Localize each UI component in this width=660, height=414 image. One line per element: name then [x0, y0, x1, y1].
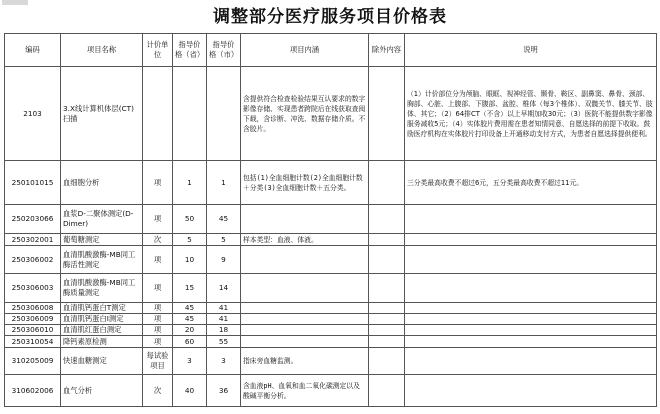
cell-exclusions [369, 325, 405, 336]
table-row [5, 325, 657, 336]
header-content: 项目内涵 [241, 34, 369, 67]
cell-exclusions [369, 246, 405, 274]
page-title: 调整部分医疗服务项目价格表 [213, 7, 447, 27]
cell-price-city: 41 [207, 303, 241, 314]
cell-unit: 项 [143, 274, 173, 303]
cell-code: 250306010 [5, 325, 61, 336]
cell-unit: 项 [143, 161, 173, 205]
cell-unit: 项 [143, 246, 173, 274]
cell-price-city: 3 [207, 348, 241, 375]
table-row [5, 246, 657, 274]
cell-code: 2103 [5, 67, 61, 161]
header-price-city: 指导价格（市） [207, 34, 241, 67]
cell-content [241, 205, 369, 234]
cell-content [241, 303, 369, 314]
top-edge-mark [2, 0, 28, 5]
cell-content: 含血液pH、血氧和血二氧化碳测定以及酸碱平衡分析。 [241, 375, 369, 407]
cell-price-city: 18 [207, 325, 241, 336]
cell-exclusions [369, 234, 405, 246]
cell-price-province: 15 [173, 274, 207, 303]
cell-name: 快速血糖测定 [61, 348, 143, 375]
cell-notes [405, 325, 657, 336]
cell-price-city: 5 [207, 234, 241, 246]
cell-price-province [173, 67, 207, 161]
table-row [5, 336, 657, 348]
cell-exclusions [369, 274, 405, 303]
cell-price-city: 45 [207, 205, 241, 234]
cell-price-province: 20 [173, 325, 207, 336]
cell-name: 血清肌酸激酶-MB同工酶质量测定 [61, 274, 143, 303]
cell-code: 310602006 [5, 375, 61, 407]
table-row [5, 205, 657, 234]
cell-code: 250101015 [5, 161, 61, 205]
cell-unit: 项 [143, 325, 173, 336]
cell-notes [405, 336, 657, 348]
price-table [4, 33, 657, 407]
table-row [5, 314, 657, 325]
cell-notes [405, 348, 657, 375]
cell-notes [405, 234, 657, 246]
cell-unit: 项 [143, 205, 173, 234]
cell-code: 250302001 [5, 234, 61, 246]
cell-code: 250306009 [5, 314, 61, 325]
cell-exclusions [369, 205, 405, 234]
table-row [5, 303, 657, 314]
cell-code: 250306002 [5, 246, 61, 274]
cell-exclusions [369, 348, 405, 375]
cell-name: 血气分析 [61, 375, 143, 407]
table-row [5, 67, 657, 161]
header-unit: 计价单位 [143, 34, 173, 67]
cell-price-province: 50 [173, 205, 207, 234]
cell-name: 血细胞分析 [61, 161, 143, 205]
cell-unit: 项 [143, 336, 173, 348]
cell-unit: 项 [143, 314, 173, 325]
cell-price-province: 5 [173, 234, 207, 246]
cell-code: 250203066 [5, 205, 61, 234]
cell-content [241, 314, 369, 325]
cell-code: 250310054 [5, 336, 61, 348]
cell-name: 血清肌钙蛋白Ⅰ测定 [61, 314, 143, 325]
cell-exclusions [369, 336, 405, 348]
cell-content [241, 325, 369, 336]
header-exclusions: 除外内容 [369, 34, 405, 67]
cell-price-city: 14 [207, 274, 241, 303]
table-row [5, 348, 657, 375]
table-row [5, 161, 657, 205]
cell-price-province: 60 [173, 336, 207, 348]
cell-price-province: 40 [173, 375, 207, 407]
cell-unit: 次 [143, 375, 173, 407]
cell-name: 葡萄糖测定 [61, 234, 143, 246]
cell-price-city: 1 [207, 161, 241, 205]
cell-exclusions [369, 161, 405, 205]
cell-notes [405, 205, 657, 234]
cell-price-city: 9 [207, 246, 241, 274]
cell-notes: 三分类最高收费不超过6元，五分类最高收费不超过11元。 [405, 161, 657, 205]
header-notes: 说明 [405, 34, 657, 67]
cell-unit: 每试验项目 [143, 348, 173, 375]
cell-notes: （1）计价部位分为颅脑、眼眶、视神经管、颞骨、鞍区、副鼻窦、鼻骨、颈部、胸部、心脏、上腹部、下腹部、盆腔、椎体（每3个椎体）、双髋关节、膝关节、肢体、其它；（2）64排CT（不含）以上早期加收30元；（3）医院不能提供数字影像服务减收5元；（4）实体胶片费用需在患者知情同意、自愿选择的前提下收取。鼓励医疗机构在实体胶片打印设备上开通移动支付方式，为患者自愿选择提供便利。 [405, 67, 657, 161]
cell-price-province: 10 [173, 246, 207, 274]
cell-price-province: 1 [173, 161, 207, 205]
table-row [5, 274, 657, 303]
cell-notes [405, 375, 657, 407]
cell-content: 含提供符合检查检验结果互认要求的数字影像存储、实现患者跨院后在线获取查阅下载，含诊断、冲洗、数据存储介质。不含胶片。 [241, 67, 369, 161]
cell-name: 血清肌酸激酶-MB同工酶活性测定 [61, 246, 143, 274]
cell-notes [405, 314, 657, 325]
cell-content [241, 246, 369, 274]
cell-notes [405, 303, 657, 314]
cell-name: 血清肌红蛋白测定 [61, 325, 143, 336]
cell-unit: 次 [143, 234, 173, 246]
cell-exclusions [369, 67, 405, 161]
cell-notes [405, 274, 657, 303]
cell-price-province: 3 [173, 348, 207, 375]
header-name: 项目名称 [61, 34, 143, 67]
cell-price-city: 36 [207, 375, 241, 407]
cell-price-province: 45 [173, 314, 207, 325]
cell-content [241, 274, 369, 303]
cell-name: 3.X线计算机体层(CT)扫描 [61, 67, 143, 161]
cell-unit [143, 67, 173, 161]
cell-content: 包括(1)全血细胞计数(2)全血细胞计数＋分类(3)全血细胞计数＋五分类。 [241, 161, 369, 205]
cell-price-city: 41 [207, 314, 241, 325]
cell-content: 样本类型：血液、体液。 [241, 234, 369, 246]
cell-name: 降钙素原检测 [61, 336, 143, 348]
cell-price-city [207, 67, 241, 161]
cell-unit: 项 [143, 303, 173, 314]
cell-exclusions [369, 375, 405, 407]
table-row [5, 375, 657, 407]
cell-content: 指床旁血糖监测。 [241, 348, 369, 375]
cell-price-city: 55 [207, 336, 241, 348]
cell-exclusions [369, 303, 405, 314]
cell-notes [405, 246, 657, 274]
table-header-row [5, 34, 657, 67]
cell-name: 血浆D-二聚体测定(D-Dimer) [61, 205, 143, 234]
cell-name: 血清肌钙蛋白T测定 [61, 303, 143, 314]
cell-content [241, 336, 369, 348]
header-price-province: 指导价格（省） [173, 34, 207, 67]
cell-code: 310205009 [5, 348, 61, 375]
cell-code: 250306008 [5, 303, 61, 314]
cell-exclusions [369, 314, 405, 325]
cell-price-province: 45 [173, 303, 207, 314]
header-code: 编码 [5, 34, 61, 67]
table-row [5, 234, 657, 246]
cell-code: 250306003 [5, 274, 61, 303]
